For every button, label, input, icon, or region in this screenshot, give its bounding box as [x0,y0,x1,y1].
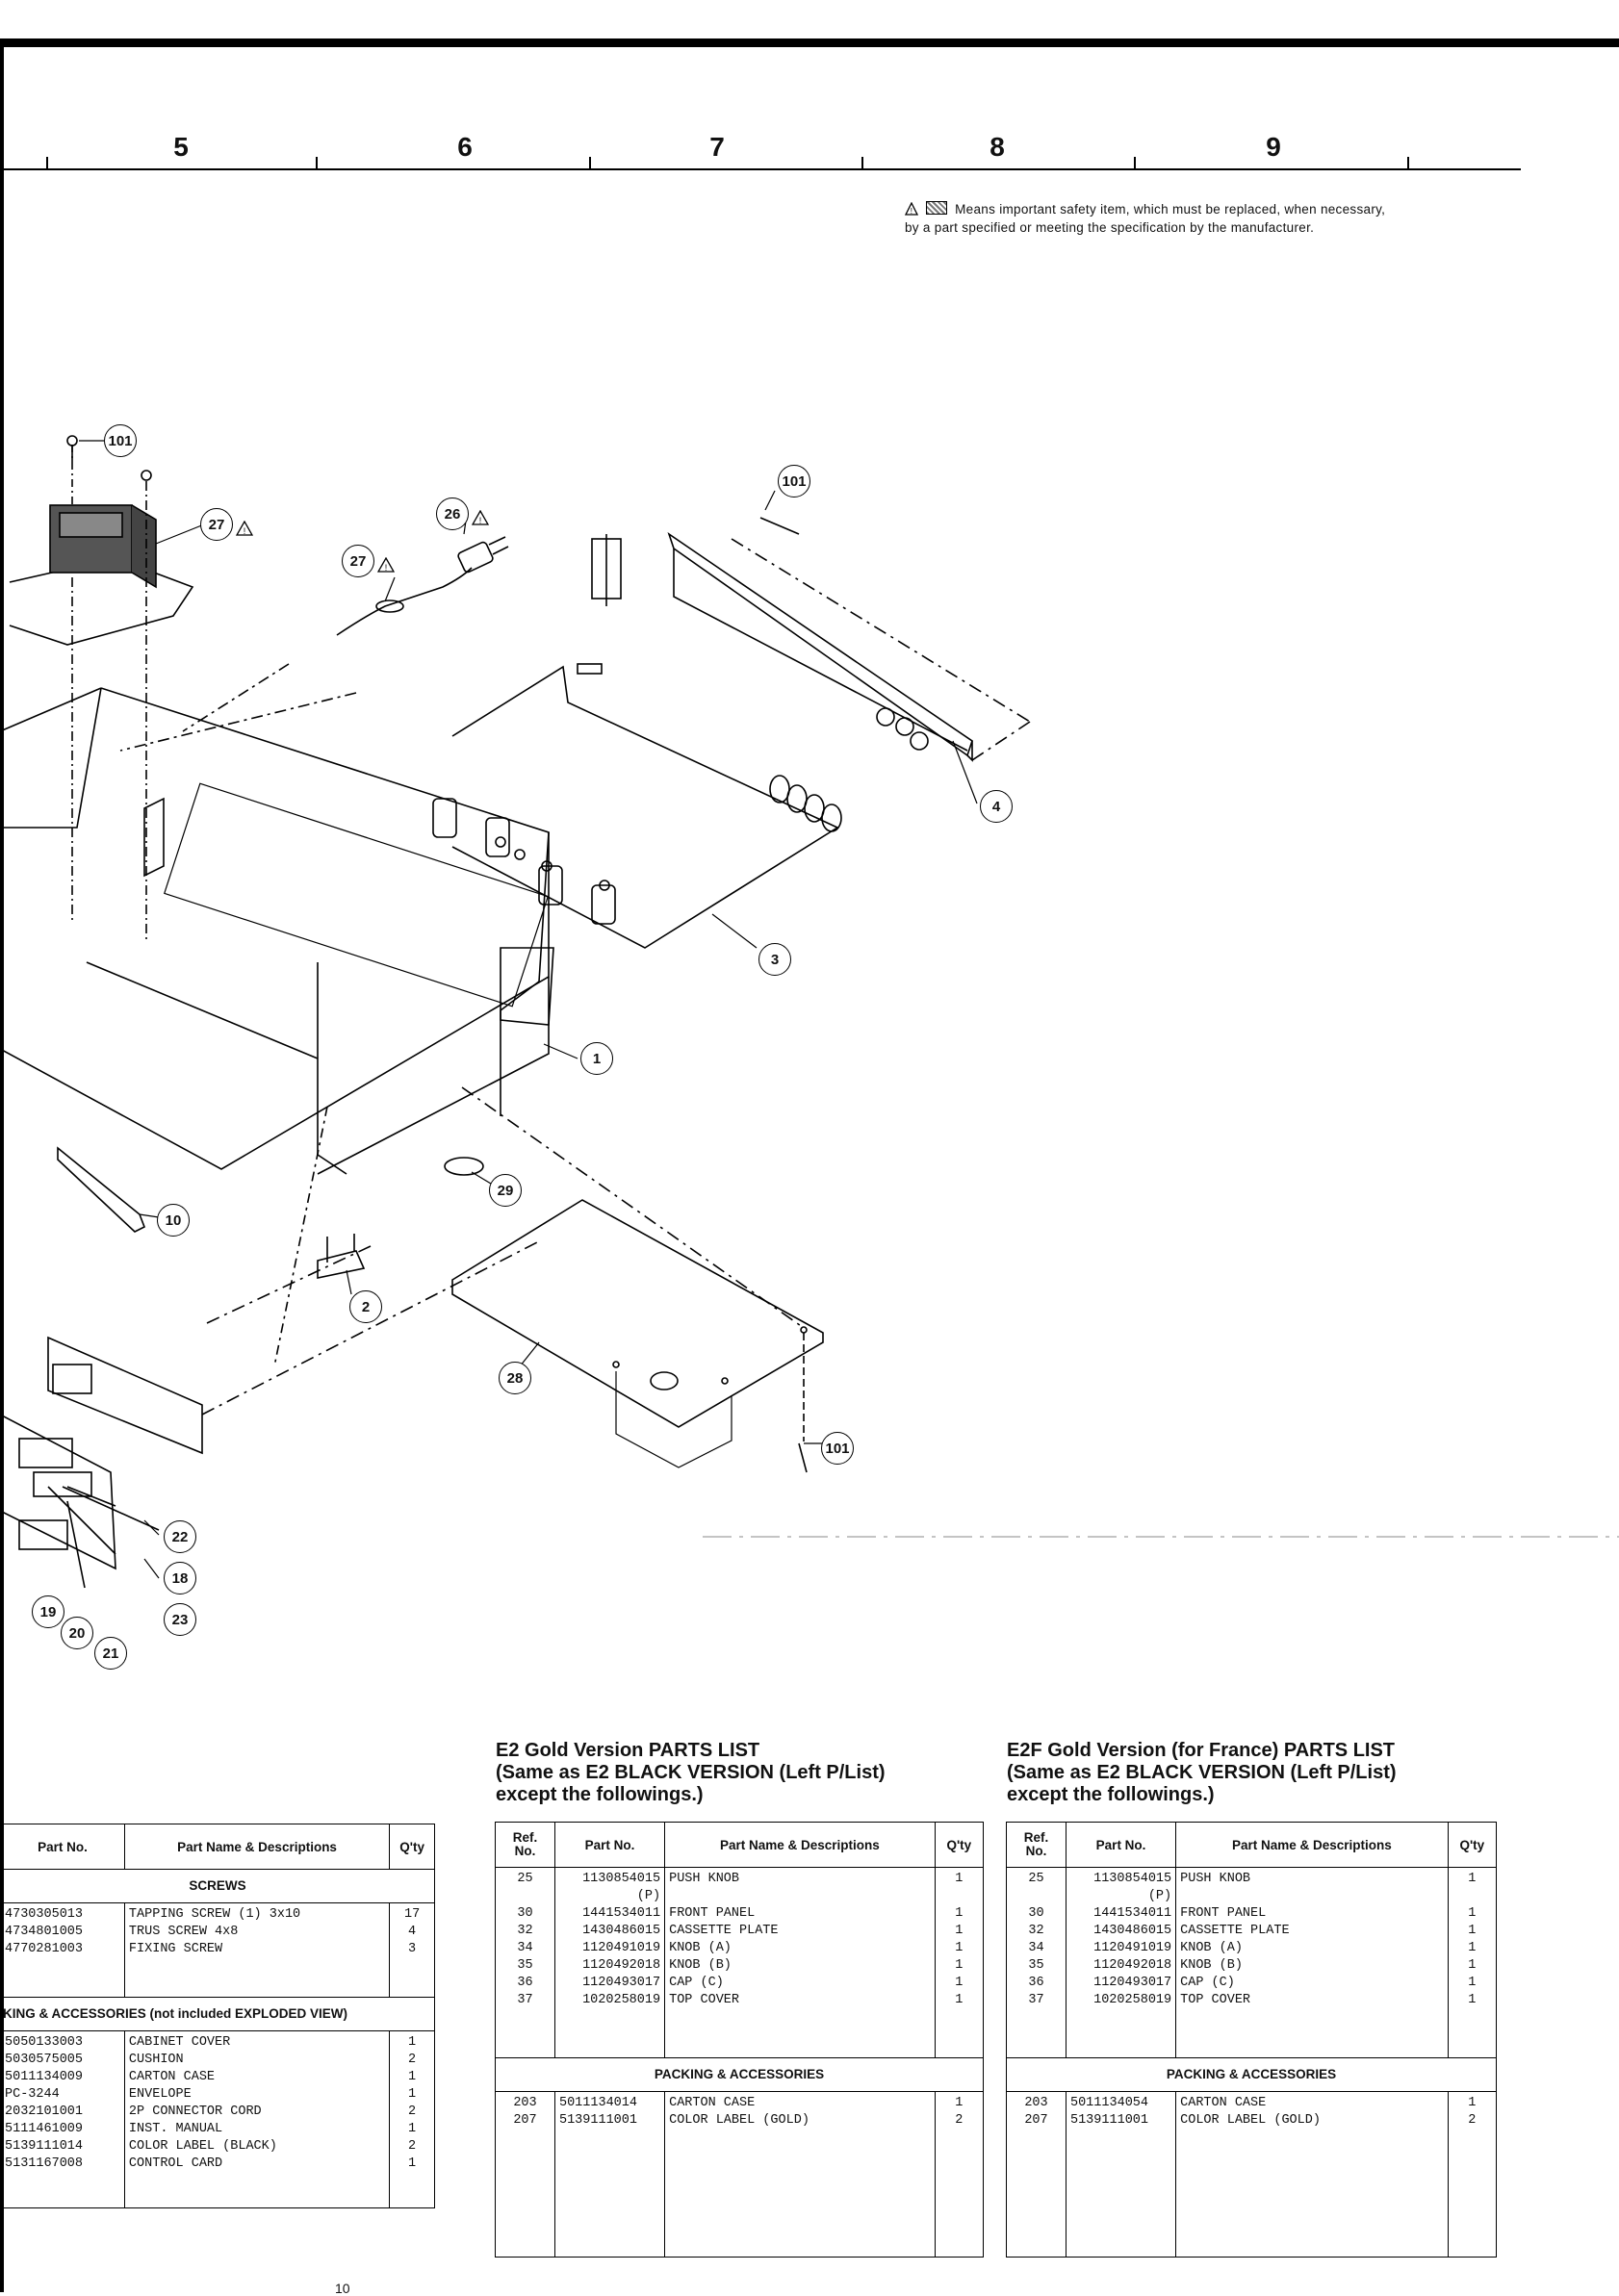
svg-text:!: ! [384,563,388,573]
callout-c1: 1 [580,1042,613,1075]
safety-note [905,200,1386,237]
e2-part-numbers: 1130854015 (P) 1441534011 1430486015 1120491019 1120492018 1120493017 1020258019 [554,1868,664,2058]
callout-c21: 21 [94,1637,127,1670]
grid-tick [1407,157,1409,170]
grid-column-9: 9 [1266,132,1281,162]
e2f-packing-ref: 203 207 [1007,2092,1066,2258]
main-pcb [433,664,841,948]
col-header-part-no: Part No. [554,1823,664,1868]
callout-c3: 3 [758,943,791,976]
grid-tick [46,157,48,170]
e2-qty: 1 1 1 1 1 1 1 [935,1868,983,2058]
parts-list-e2f-gold [1006,1822,1497,2258]
e2-packing-ref: 203 207 [496,2092,555,2258]
screws-qty: 17 4 3 [390,1903,435,1998]
col-header-ref: Ref. No. [496,1823,555,1868]
screws-part-numbers: 4730305013 4734801005 4770281003 [1,1903,125,1998]
callout-c19: 19 [32,1595,64,1628]
callout-c20: 20 [61,1617,93,1649]
e2f-ref-numbers: 25 30 32 34 35 36 37 [1007,1868,1066,2058]
callout-c23: 23 [164,1603,196,1636]
parts-list-e2-gold [495,1822,984,2258]
callout-c4: 4 [980,790,1013,823]
col-header-name: Part Name & Descriptions [124,1824,389,1870]
svg-text:!: ! [910,207,913,216]
leader-lines [79,441,977,1578]
grid-column-8: 8 [989,132,1005,162]
warning-triangle-icon [377,557,395,573]
grid-column-5: 5 [173,132,189,162]
packing-names: CABINET COVER CUSHION CARTON CASE ENVELOPE 2P CONNECTOR CORD INST. MANUAL COLOR LABEL (BLACK) CONTROL CARD [124,2031,389,2208]
e2-ref-numbers: 25 30 32 34 35 36 37 [496,1868,555,2058]
col-header-part-no: Part No. [1066,1823,1175,1868]
safety-note-text: Means important safety item, which must be replaced, when necessary, by a part specified or meeting the specification by the manufacturer. [905,202,1386,235]
col-header-part-no: Part No. [1,1824,125,1870]
e2f-list-title: E2F Gold Version (for France) PARTS LIST (Same as E2 BLACK VERSION (Left P/List) except the followings.) [1007,1740,1397,1805]
col-header-qty: Q'ty [935,1823,983,1868]
e2f-packing-qty: 1 2 [1448,2092,1496,2258]
e2-packing-qty: 1 2 [935,2092,983,2258]
grid-tick [861,157,863,170]
warning-triangle-icon [905,202,918,216]
callout-c101a: 101 [104,424,137,457]
section-title-packing: KING & ACCESSORIES (not included EXPLODED VIEW) [1,1998,435,2031]
callout-c10: 10 [157,1204,190,1237]
main-chassis [0,664,553,1174]
e2-list-title: E2 Gold Version PARTS LIST (Same as E2 BLACK VERSION (Left P/List) except the followings.) [496,1740,886,1805]
grid-column-6: 6 [457,132,473,162]
col-header-name: Part Name & Descriptions [1176,1823,1448,1868]
svg-text:!: ! [478,516,482,525]
callout-c26: 26 [436,497,469,530]
callout-c101b: 101 [778,465,810,497]
e2f-packing-part-numbers: 5011134054 5139111001 [1066,2092,1175,2258]
e2f-part-numbers: 1130854015 (P) 1441534011 1430486015 1120491019 1120492018 1120493017 1020258019 [1066,1868,1175,2058]
callout-c18: 18 [164,1562,196,1594]
safety-shading-icon [926,201,947,215]
grid-tick [589,157,591,170]
grid-reference-line [0,168,1521,170]
col-header-qty: Q'ty [1448,1823,1496,1868]
warning-triangle-icon [236,521,253,536]
callout-c28: 28 [499,1362,531,1394]
e2f-section-packing: PACKING & ACCESSORIES [1007,2058,1497,2092]
bracket [318,1234,364,1278]
packing-part-numbers: 5050133003 5030575005 5011134009 PC-3244 2032101001 5111461009 5139111014 5131167008 [1,2031,125,2208]
callout-c22: 22 [164,1520,196,1553]
e2-section-packing: PACKING & ACCESSORIES [496,2058,984,2092]
callout-c27a: 27 [200,508,233,541]
grid-tick [316,157,318,170]
bottom-cover [452,1087,823,1472]
svg-text:!: ! [243,526,246,536]
parts-list-main [0,1824,435,2208]
rubber-foot [445,1158,483,1175]
callout-c27b: 27 [342,545,374,577]
col-header-name: Part Name & Descriptions [665,1823,936,1868]
e2f-names: PUSH KNOB FRONT PANEL CASSETTE PLATE KNOB (A) KNOB (B) CAP (C) TOP COVER [1176,1868,1448,2058]
front-panel-assembly [0,1107,539,1588]
col-header-qty: Q'ty [390,1824,435,1870]
callout-c2: 2 [349,1290,382,1323]
grid-column-7: 7 [709,132,725,162]
warning-triangle-icon [472,510,489,525]
lever [58,1148,144,1232]
screws-names: TAPPING SCREW (1) 3x10 TRUS SCREW 4x8 FIXING SCREW [124,1903,389,1998]
col-header-ref: Ref. No. [1007,1823,1066,1868]
e2-packing-names: CARTON CASE COLOR LABEL (GOLD) [665,2092,936,2258]
top-border [0,38,1619,47]
callout-c101c: 101 [821,1432,854,1465]
e2-packing-part-numbers: 5011134014 5139111001 [554,2092,664,2258]
e2f-qty: 1 1 1 1 1 1 1 [1448,1868,1496,2058]
e2-names: PUSH KNOB FRONT PANEL CASSETTE PLATE KNOB (A) KNOB (B) CAP (C) TOP COVER [665,1868,936,2058]
page-number: 10 [335,2281,350,2296]
exploded-view-diagram [0,404,1619,1645]
grid-tick [1134,157,1136,170]
callout-c29: 29 [489,1174,522,1207]
packing-qty: 1 2 1 1 2 1 2 1 [390,2031,435,2208]
e2f-packing-names: CARTON CASE COLOR LABEL (GOLD) [1176,2092,1448,2258]
section-title-screws: SCREWS [1,1870,435,1903]
rear-panel [592,518,1030,760]
